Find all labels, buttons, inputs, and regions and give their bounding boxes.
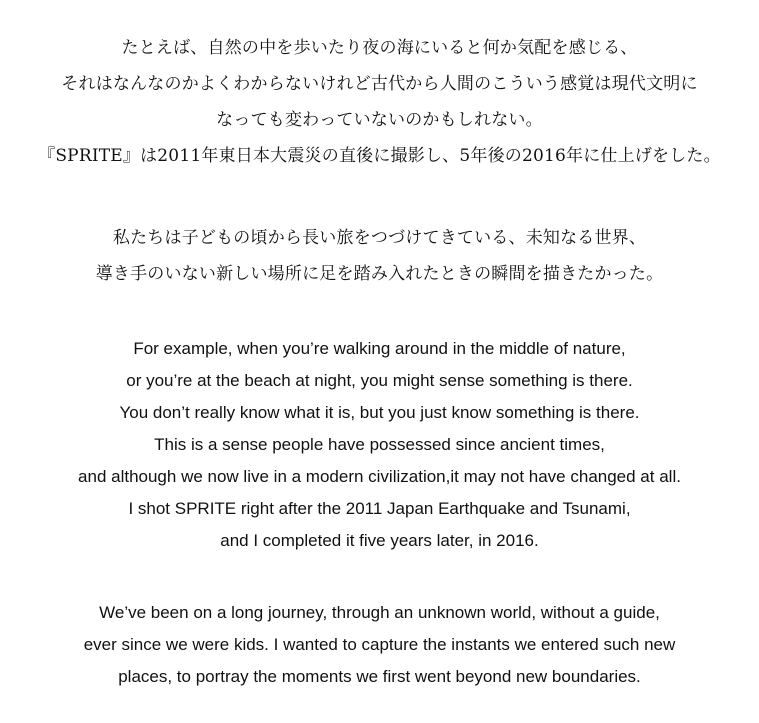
japanese-line: 私たちは子どもの頃から長い旅をつづけてきている、未知なる世界、 [112,228,647,248]
english-line: ever since we were kids. I wanted to capture the instants we entered such new [83,635,676,654]
english-line: We’ve been on a long journey, through an unknown world, without a guide, [99,603,660,622]
english-paragraph-1 [0,333,759,557]
japanese-line: なっても変わっていないのかもしれない。 [216,110,543,130]
english-line: You don’t really know what it is, but you just know something is there. [119,403,640,422]
english-line: This is a sense people have possessed since ancient times, [154,435,605,454]
english-line: I shot SPRITE right after the 2011 Japan Earthquake and Tsunami, [128,499,631,518]
english-line: or you’re at the beach at night, you might sense something is there. [126,371,633,390]
english-paragraph-2 [0,597,759,693]
english-line: and I completed it five years later, in 2016. [220,531,539,550]
japanese-paragraph-1 [0,30,759,174]
japanese-paragraph-2 [0,220,759,292]
japanese-line: 『SPRITE』は2011年東日本大震災の直後に撮影し、5年後の2016年に仕上げをした。 [38,146,721,166]
english-line: and although we now live in a modern civilization,it may not have changed at all. [78,467,681,486]
english-line: places, to portray the moments we first went beyond new boundaries. [118,667,641,686]
japanese-line: それはなんなのかよくわからないけれど古代から人間のこういう感覚は現代文明に [61,74,698,94]
japanese-line: 導き手のいない新しい場所に足を踏み入れたときの瞬間を描きたかった。 [95,264,664,284]
english-line: For example, when you’re walking around in the middle of nature, [133,339,626,358]
japanese-line: たとえば、自然の中を歩いたり夜の海にいると何か気配を感じる、 [121,38,638,58]
